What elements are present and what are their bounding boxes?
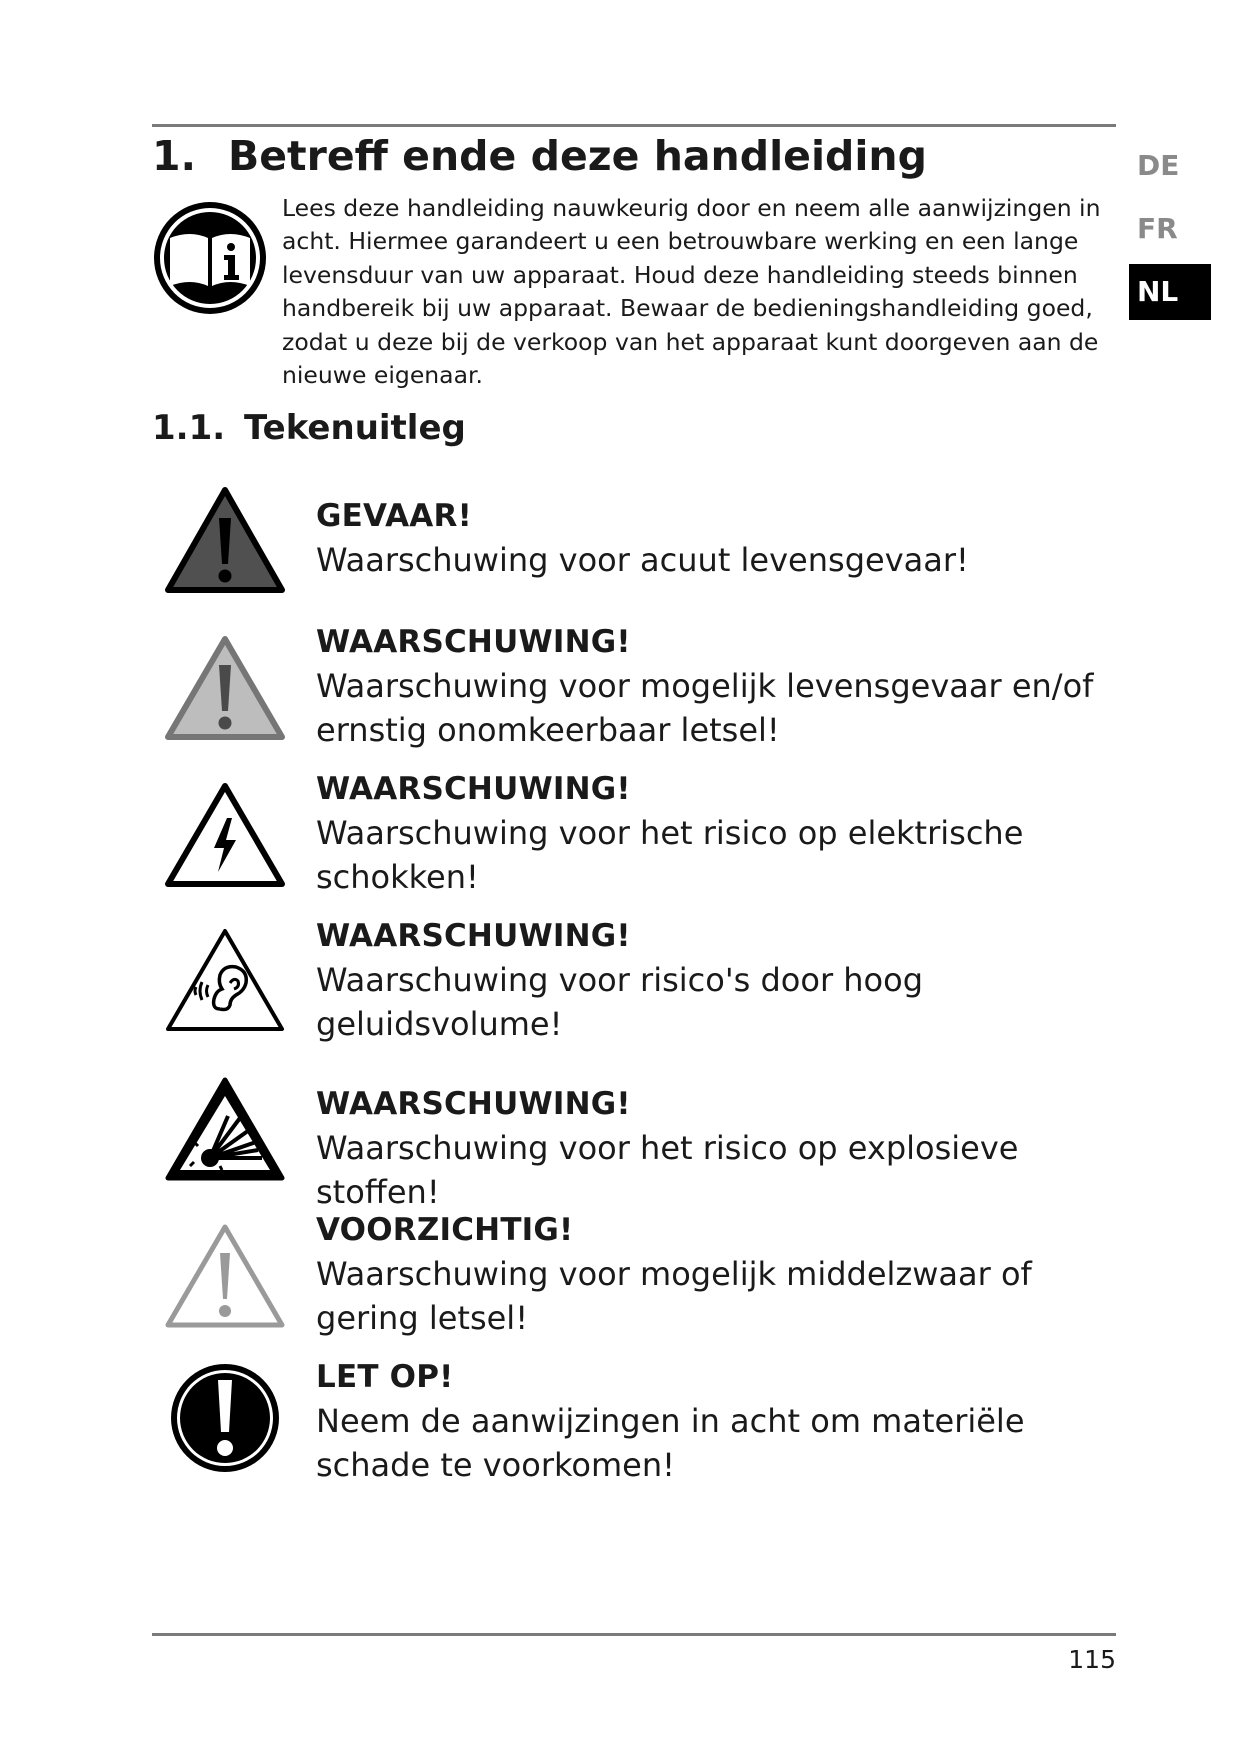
- manual-info-icon: [152, 200, 268, 316]
- intro-paragraph: Lees deze handleiding nauwkeurig door en neem alle aanwijzingen in acht. Hiermee garandeert u een betrouwbare werking en een lange levensduur van uw apparaat. Houd deze handleiding steeds binnen handbereik bij uw apparaat. Bewaar de bedieningshandleiding goed, zodat u deze bij de verkoop van het apparaat kunt doorgeven aan de nieuwe eigenaar.: [282, 194, 1101, 390]
- danger-warning-icon: [164, 486, 286, 598]
- symbol-title: WAARSCHUWING!: [316, 771, 631, 807]
- symbol-entry: [316, 1208, 1116, 1340]
- symbol-description: Neem de aanwijzingen in acht om materiële schade te voorkomen!: [316, 1402, 1025, 1484]
- language-tab-fr[interactable]: FR: [1137, 212, 1178, 245]
- top-rule: [152, 124, 1116, 127]
- caution-icon: [164, 1221, 286, 1333]
- section-heading: [152, 132, 927, 180]
- subsection-heading: [152, 408, 466, 448]
- symbol-title: VOORZICHTIG!: [316, 1212, 574, 1248]
- bottom-rule: [152, 1633, 1116, 1636]
- symbol-title: WAARSCHUWING!: [316, 918, 631, 954]
- symbol-title: WAARSCHUWING!: [316, 1086, 631, 1122]
- subsection-number: 1.1.: [152, 408, 226, 448]
- symbol-entry: [316, 1355, 1116, 1487]
- explosive-icon: [164, 1074, 286, 1186]
- symbol-entry: [316, 914, 1116, 1046]
- symbol-title: LET OP!: [316, 1359, 454, 1395]
- symbol-description: Waarschuwing voor risico's door hoog geluidsvolume!: [316, 961, 924, 1043]
- language-tab-de[interactable]: DE: [1137, 149, 1180, 182]
- electric-shock-icon: [164, 780, 286, 892]
- section-title: Betreff ende deze handleiding: [228, 132, 927, 180]
- high-volume-icon: [164, 925, 286, 1037]
- warning-icon: [164, 633, 286, 745]
- symbol-entry: [316, 767, 1116, 899]
- language-tab-nl[interactable]: NL: [1129, 264, 1211, 320]
- symbol-description: Waarschuwing voor mogelijk levensgevaar en/of ernstig onomkeerbaar letsel!: [316, 667, 1094, 749]
- subsection-title: Tekenuitleg: [244, 408, 466, 448]
- symbol-entry: [316, 494, 1116, 582]
- symbol-description: Waarschuwing voor het risico op elektrische schokken!: [316, 814, 1024, 896]
- attention-icon: [164, 1362, 286, 1474]
- section-number: 1.: [152, 132, 197, 180]
- symbol-description: Waarschuwing voor acuut levensgevaar!: [316, 541, 969, 579]
- symbol-description: Waarschuwing voor het risico op explosieve stoffen!: [316, 1129, 1019, 1211]
- symbol-entry: [316, 620, 1116, 752]
- symbol-entry: [316, 1082, 1116, 1214]
- symbol-description: Waarschuwing voor mogelijk middelzwaar of gering letsel!: [316, 1255, 1032, 1337]
- symbol-title: WAARSCHUWING!: [316, 624, 631, 660]
- symbol-title: GEVAAR!: [316, 498, 472, 534]
- page-number: 115: [1068, 1645, 1116, 1674]
